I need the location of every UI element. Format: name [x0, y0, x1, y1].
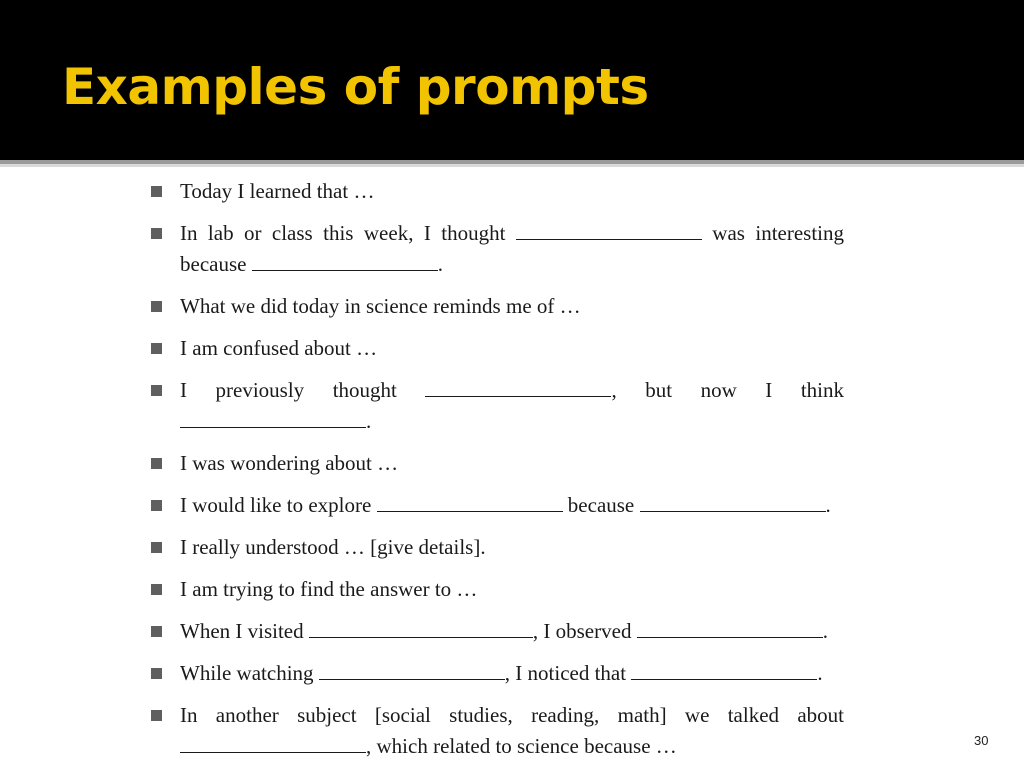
- square-bullet-icon: [151, 186, 162, 197]
- prompt-item: [150, 616, 844, 647]
- square-bullet-icon: [151, 584, 162, 595]
- fill-in-blank: [252, 252, 438, 271]
- square-bullet-icon: [151, 500, 162, 511]
- fill-in-blank: [309, 619, 533, 638]
- prompt-text: I am confused about …: [180, 336, 378, 360]
- prompt-item: [150, 291, 844, 322]
- prompt-item: [150, 333, 844, 364]
- fill-in-blank: [425, 378, 611, 397]
- prompt-text: , which related to science because …: [366, 734, 677, 758]
- square-bullet-icon: [151, 626, 162, 637]
- prompt-text: , but now I think: [611, 378, 844, 402]
- title-banner: [0, 0, 1024, 160]
- square-bullet-icon: [151, 301, 162, 312]
- fill-in-blank: [180, 734, 366, 753]
- prompt-text: was interesting because: [180, 221, 845, 276]
- prompt-item: [150, 490, 844, 521]
- prompt-item: [150, 574, 844, 605]
- prompt-text: I am trying to find the answer to …: [180, 577, 478, 601]
- square-bullet-icon: [151, 710, 162, 721]
- prompt-text: What we did today in science reminds me of …: [180, 294, 581, 318]
- prompt-text: , I noticed that: [504, 661, 627, 685]
- page-number: 30: [974, 733, 989, 748]
- fill-in-blank: [640, 493, 826, 512]
- prompt-text: I would like to explore: [180, 493, 372, 517]
- prompt-item: [150, 448, 844, 479]
- fill-in-blank: [319, 661, 505, 680]
- prompt-item: [150, 658, 844, 689]
- prompt-text: When I visited: [180, 619, 304, 643]
- prompt-item: [150, 700, 844, 762]
- prompt-item: [150, 375, 844, 437]
- square-bullet-icon: [151, 542, 162, 553]
- fill-in-blank: [631, 661, 817, 680]
- prompt-item: [150, 176, 844, 207]
- prompt-text: I previously thought: [180, 378, 397, 402]
- fill-in-blank: [516, 221, 702, 240]
- fill-in-blank: [377, 493, 563, 512]
- prompt-text: .: [817, 661, 823, 685]
- prompt-text: , I observed: [532, 619, 632, 643]
- fill-in-blank: [637, 619, 823, 638]
- prompt-text: Today I learned that …: [180, 179, 375, 203]
- fill-in-blank: [180, 409, 366, 428]
- square-bullet-icon: [151, 385, 162, 396]
- square-bullet-icon: [151, 228, 162, 239]
- prompt-text: .: [822, 619, 828, 643]
- prompt-item: [150, 218, 844, 280]
- square-bullet-icon: [151, 343, 162, 354]
- prompt-text: In lab or class this week, I thought: [180, 221, 506, 245]
- prompt-text: because: [567, 493, 635, 517]
- prompt-text: .: [825, 493, 831, 517]
- square-bullet-icon: [151, 458, 162, 469]
- prompt-text: In another subject [social studies, reading, math] we talked about: [180, 703, 844, 727]
- prompt-text: While watching: [180, 661, 314, 685]
- prompt-text: .: [437, 252, 443, 276]
- prompt-text: .: [366, 409, 372, 433]
- slide-title: Examples of prompts: [62, 58, 649, 116]
- prompt-item: [150, 532, 844, 563]
- prompt-text: I really understood … [give details].: [180, 535, 486, 559]
- title-divider-shadow: [0, 164, 1024, 167]
- square-bullet-icon: [151, 668, 162, 679]
- prompt-text: I was wondering about …: [180, 451, 399, 475]
- prompt-list: [150, 176, 844, 768]
